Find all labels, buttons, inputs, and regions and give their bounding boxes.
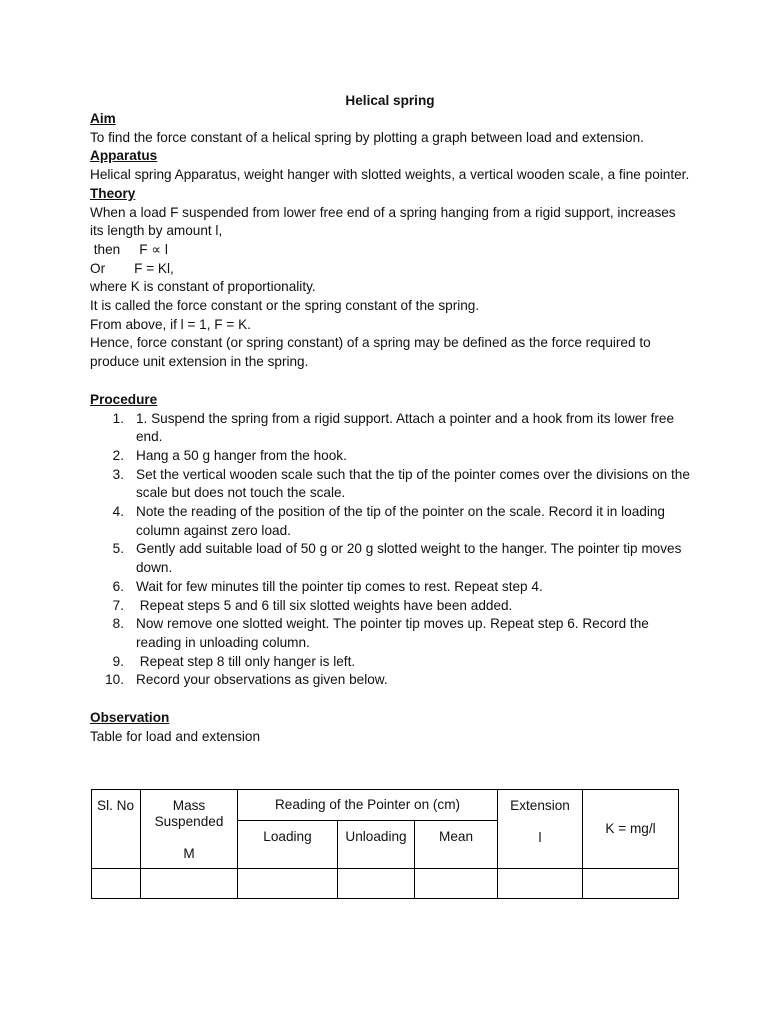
procedure-step bbox=[90, 540, 690, 577]
step-number: 3. bbox=[112, 466, 124, 482]
step-text: Note the reading of the position of the tip of the pointer on the scale. Record it in loading column against zero load. bbox=[136, 504, 665, 538]
procedure-step bbox=[90, 597, 690, 616]
table-cell bbox=[92, 869, 141, 899]
or-label: Or bbox=[90, 260, 106, 276]
extension-symbol: l bbox=[538, 830, 542, 845]
procedure-step bbox=[90, 410, 690, 447]
table-cell bbox=[498, 869, 583, 899]
procedure-step bbox=[90, 671, 690, 690]
apparatus-text: Helical spring Apparatus, weight hanger with slotted weights, a vertical wooden scale, a fine pointer. bbox=[90, 167, 690, 183]
table-row bbox=[92, 869, 679, 899]
procedure-step bbox=[90, 615, 690, 652]
step-number: 6. bbox=[112, 578, 124, 594]
sl-no-header: Sl. No bbox=[92, 790, 141, 869]
observation-text: Table for load and extension bbox=[90, 728, 261, 744]
theory-equation-line bbox=[90, 260, 690, 279]
step-number: 2. bbox=[112, 447, 124, 463]
procedure-list bbox=[90, 410, 690, 691]
loading-header: Loading bbox=[238, 821, 338, 869]
force-formula: F = Kl, bbox=[134, 260, 174, 276]
step-number: 9. bbox=[112, 653, 124, 669]
observation-table bbox=[91, 789, 679, 899]
step-text: Repeat steps 5 and 6 till six slotted weights have been added. bbox=[136, 597, 513, 613]
step-text: Repeat step 8 till only hanger is left. bbox=[136, 653, 356, 669]
theory-line-6: From above, if l = 1, F = K. bbox=[90, 316, 251, 332]
step-number: 4. bbox=[112, 504, 124, 520]
theory-line-7: Hence, force constant (or spring constant) of a spring may be defined as the force required to produce unit extension in the spring. bbox=[90, 335, 651, 370]
step-text: Record your observations as given below. bbox=[136, 672, 388, 688]
mass-symbol: M bbox=[183, 846, 195, 861]
mass-header bbox=[141, 790, 238, 869]
extension-header-label: Extension bbox=[510, 798, 570, 813]
mean-header: Mean bbox=[415, 821, 498, 869]
extension-header bbox=[498, 790, 583, 869]
table-cell bbox=[141, 869, 238, 899]
procedure-step bbox=[90, 503, 690, 540]
procedure-step bbox=[90, 653, 690, 672]
procedure-step bbox=[90, 466, 690, 503]
table-cell bbox=[338, 869, 415, 899]
observation-heading: Observation bbox=[90, 710, 170, 726]
step-number: 5. bbox=[112, 541, 124, 557]
apparatus-heading: Apparatus bbox=[90, 148, 158, 164]
step-text: Set the vertical wooden scale such that the tip of the pointer comes over the divisions on the scale but does not touch the scale. bbox=[136, 466, 690, 501]
step-text: Now remove one slotted weight. The pointer tip moves up. Repeat step 6. Record the reading in unloading column. bbox=[136, 616, 649, 650]
step-number: 10. bbox=[105, 672, 124, 688]
aim-text: To find the force constant of a helical spring by plotting a graph between load and extension. bbox=[90, 129, 644, 145]
step-text: 1. Suspend the spring from a rigid support. Attach a pointer and a hook from its lower free end. bbox=[136, 410, 675, 445]
theory-line-1: When a load F suspended from lower free end of a spring hanging from a rigid support, increases its length by amount l, bbox=[90, 204, 676, 239]
step-number: 8. bbox=[112, 616, 124, 632]
mass-header-label: Mass Suspended bbox=[154, 798, 224, 829]
then-label: then bbox=[93, 241, 121, 257]
unloading-header: Unloading bbox=[338, 821, 415, 869]
step-text: Hang a 50 g hanger from the hook. bbox=[136, 447, 347, 463]
procedure-step bbox=[90, 578, 690, 597]
theory-line-4: where K is constant of proportionality. bbox=[90, 279, 316, 295]
aim-heading: Aim bbox=[90, 111, 116, 126]
table-cell bbox=[415, 869, 498, 899]
procedure-heading: Procedure bbox=[90, 391, 158, 407]
table-cell bbox=[583, 869, 679, 899]
step-number: 1. bbox=[112, 410, 124, 426]
procedure-step bbox=[90, 447, 690, 466]
proportional-formula: F ∝ l bbox=[139, 241, 168, 257]
step-text: Gently add suitable load of 50 g or 20 g slotted weight to the hanger. The pointer tip moves down. bbox=[136, 541, 682, 576]
step-text: Wait for few minutes till the pointer tip comes to rest. Repeat step 4. bbox=[136, 578, 543, 594]
page-title: Helical spring bbox=[345, 93, 435, 108]
theory-line-5: It is called the force constant or the spring constant of the spring. bbox=[90, 298, 480, 314]
theory-proportional-line bbox=[90, 241, 690, 260]
document-page bbox=[90, 91, 690, 747]
table-cell bbox=[238, 869, 338, 899]
k-header: K = mg/l bbox=[583, 790, 679, 869]
theory-heading: Theory bbox=[90, 185, 136, 201]
reading-header: Reading of the Pointer on (cm) bbox=[238, 790, 498, 821]
step-number: 7. bbox=[112, 597, 124, 613]
